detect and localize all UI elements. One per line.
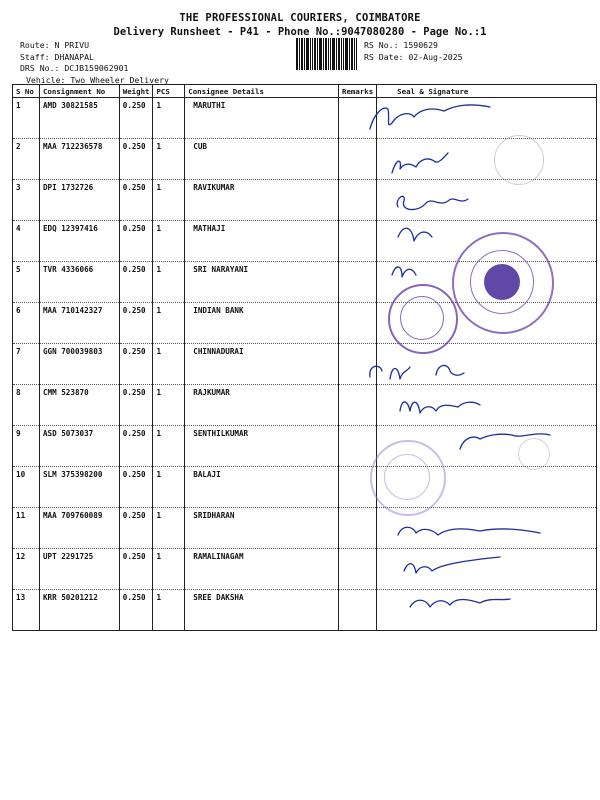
- cell-consignee: RAMALINAGAM: [185, 549, 339, 590]
- col-header-consignee: Consignee Details: [185, 85, 339, 98]
- cell-pcs: 1: [153, 221, 185, 262]
- cell-weight: 0.250: [119, 426, 153, 467]
- cell-weight: 0.250: [119, 180, 153, 221]
- seal-stamp-row10: [370, 440, 446, 516]
- table-row: [13, 508, 597, 549]
- seal-stamp-row5: [452, 232, 554, 334]
- cell-consignee: CHINNADURAI: [185, 344, 339, 385]
- cell-weight: 0.250: [119, 98, 153, 139]
- seal-stamp-row9: [518, 438, 550, 470]
- cell-consignment: SLM 375398200: [39, 467, 119, 508]
- cell-pcs: 1: [153, 590, 185, 631]
- cell-pcs: 1: [153, 344, 185, 385]
- cell-consignee: CUB: [185, 139, 339, 180]
- cell-consignment: KRR 50201212: [39, 590, 119, 631]
- rs-date-text: RS Date: 02-Aug-2025: [364, 51, 463, 62]
- cell-sno: 8: [13, 385, 40, 426]
- cell-consignee: RAVIKUMAR: [185, 180, 339, 221]
- col-header-weight: Weight: [119, 85, 153, 98]
- col-header-sno: S No: [13, 85, 40, 98]
- cell-consignee: BALAJI: [185, 467, 339, 508]
- cell-sno: 5: [13, 262, 40, 303]
- cell-consignment: EDQ 12397416: [39, 221, 119, 262]
- cell-remarks: [339, 508, 377, 549]
- cell-remarks: [339, 303, 377, 344]
- seal-stamp-row2: [494, 135, 544, 185]
- cell-remarks: [339, 590, 377, 631]
- cell-consignee: SRI NARAYANI: [185, 262, 339, 303]
- table-row: [13, 385, 597, 426]
- cell-remarks: [339, 344, 377, 385]
- cell-remarks: [339, 549, 377, 590]
- cell-consignment: MAA 710142327: [39, 303, 119, 344]
- cell-weight: 0.250: [119, 262, 153, 303]
- table-row: [13, 344, 597, 385]
- cell-consignment: AMD 30821585: [39, 98, 119, 139]
- cell-weight: 0.250: [119, 139, 153, 180]
- staff-text: Staff: DHANAPAL: [20, 51, 94, 62]
- cell-remarks: [339, 262, 377, 303]
- cell-weight: 0.250: [119, 508, 153, 549]
- cell-remarks: [339, 98, 377, 139]
- table-header-row: [13, 85, 597, 98]
- cell-weight: 0.250: [119, 467, 153, 508]
- cell-weight: 0.250: [119, 590, 153, 631]
- cell-remarks: [339, 385, 377, 426]
- cell-pcs: 1: [153, 467, 185, 508]
- cell-sno: 7: [13, 344, 40, 385]
- cell-sno: 4: [13, 221, 40, 262]
- col-header-remarks: Remarks: [339, 85, 377, 98]
- cell-consignment: UPT 2291725: [39, 549, 119, 590]
- cell-pcs: 1: [153, 262, 185, 303]
- route-text: Route: N PRIVU: [20, 40, 90, 50]
- cell-sno: 11: [13, 508, 40, 549]
- cell-consignment: ASD 5073037: [39, 426, 119, 467]
- cell-sno: 12: [13, 549, 40, 590]
- cell-consignment: MAA 709760089: [39, 508, 119, 549]
- runsheet-title: THE PROFESSIONAL COURIERS, COIMBATORE: [179, 12, 421, 24]
- cell-weight: 0.250: [119, 344, 153, 385]
- cell-weight: 0.250: [119, 303, 153, 344]
- cell-sno: 2: [13, 139, 40, 180]
- cell-sno: 3: [13, 180, 40, 221]
- cell-sno: 1: [13, 98, 40, 139]
- seal-stamp-inner-ring: [384, 454, 430, 500]
- cell-remarks: [339, 180, 377, 221]
- cell-remarks: [339, 221, 377, 262]
- table-row: [13, 467, 597, 508]
- cell-consignee: MATHAJI: [185, 221, 339, 262]
- cell-consignment: MAA 712236578: [39, 139, 119, 180]
- cell-consignment: TVR 4336066: [39, 262, 119, 303]
- cell-signature: [377, 180, 597, 221]
- cell-signature: [377, 549, 597, 590]
- cell-pcs: 1: [153, 180, 185, 221]
- cell-weight: 0.250: [119, 385, 153, 426]
- cell-consignment: CMM 523870: [39, 385, 119, 426]
- cell-sno: 13: [13, 590, 40, 631]
- cell-pcs: 1: [153, 385, 185, 426]
- cell-consignment: GGN 700039803: [39, 344, 119, 385]
- cell-consignee: MARUTHI: [185, 98, 339, 139]
- meta-left: [20, 40, 169, 86]
- cell-weight: 0.250: [119, 221, 153, 262]
- cell-remarks: [339, 139, 377, 180]
- cell-consignee: SRIDHARAN: [185, 508, 339, 549]
- seal-stamp-row6: [388, 284, 458, 354]
- table-row: [13, 590, 597, 631]
- cell-signature: [377, 139, 597, 180]
- cell-signature: [377, 590, 597, 631]
- runsheet-subtitle: Delivery Runsheet - P41 - Phone No.:9047080280 - Page No.:1: [113, 26, 487, 38]
- table-row: [13, 98, 597, 139]
- table-row: [13, 549, 597, 590]
- cell-consignee: SENTHILKUMAR: [185, 426, 339, 467]
- cell-consignee: INDIAN BANK: [185, 303, 339, 344]
- cell-consignment: DPI 1732726: [39, 180, 119, 221]
- seal-stamp-emblem: [484, 264, 520, 300]
- cell-remarks: [339, 426, 377, 467]
- seal-stamp-inner-ring: [400, 296, 444, 340]
- col-header-consignment: Consignment No: [39, 85, 119, 98]
- barcode: [296, 38, 357, 70]
- cell-pcs: 1: [153, 508, 185, 549]
- cell-sno: 6: [13, 303, 40, 344]
- table-row: [13, 180, 597, 221]
- cell-signature: [377, 385, 597, 426]
- cell-weight: 0.250: [119, 549, 153, 590]
- cell-consignee: SREE DAKSHA: [185, 590, 339, 631]
- cell-consignee: RAJKUMAR: [185, 385, 339, 426]
- cell-signature: [377, 98, 597, 139]
- col-header-seal-signature: Seal & Signature: [377, 85, 597, 98]
- cell-pcs: 1: [153, 139, 185, 180]
- cell-pcs: 1: [153, 426, 185, 467]
- cell-sno: 9: [13, 426, 40, 467]
- cell-pcs: 1: [153, 549, 185, 590]
- cell-pcs: 1: [153, 303, 185, 344]
- col-header-pcs: PCS: [153, 85, 185, 98]
- vehicle-text: Vehicle: Two Wheeler Delivery: [26, 74, 169, 85]
- table-row: [13, 426, 597, 467]
- cell-pcs: 1: [153, 98, 185, 139]
- cell-sno: 10: [13, 467, 40, 508]
- drs-text: DRS No.: DCJB159062901: [20, 63, 129, 73]
- rs-no-text: RS No.: 1590629: [364, 40, 438, 50]
- meta-right: [364, 40, 463, 63]
